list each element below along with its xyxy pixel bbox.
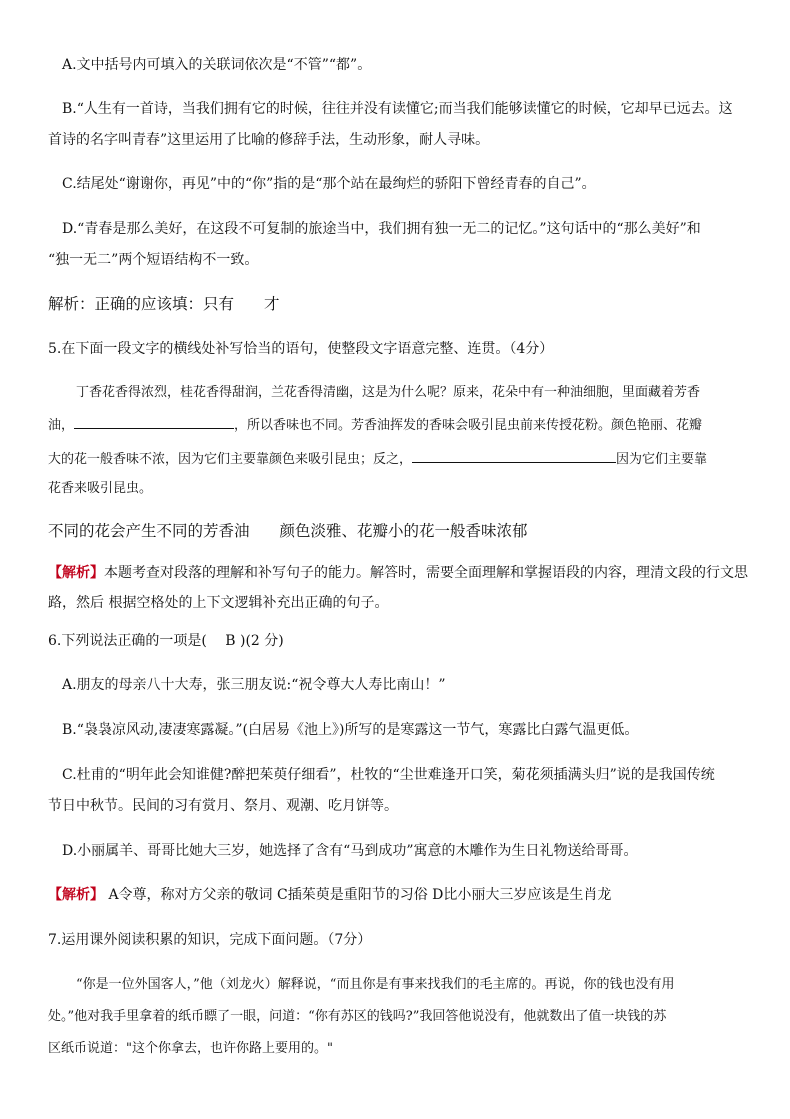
q7-passage-line2: 处。”他对我手里拿着的纸币瞟了一眼，问道：“你有苏区的钱吗?”我回答他说没有，他就数出了值一块钱的苏 <box>48 1009 667 1024</box>
analysis-q4-word2: 才 <box>264 295 280 313</box>
option-c: C.结尾处“谢谢你，再见”中的“你”指的是“那个站在最绚烂的骄阳下曾经青春的自己”。 <box>62 176 596 192</box>
question-6-title: 6.下列说法正确的一项是( B )(2 分) <box>48 633 284 649</box>
question-5-title: 5.在下面一段文字的横线处补写恰当的语句，使整段文字语意完整、连贯。（4分） <box>48 341 554 357</box>
q5-passage-line2 <box>48 414 702 436</box>
q5-p3-start: 大的花一般香味不浓，因为它们主要靠颜色来吸引昆虫；反之， <box>48 452 413 467</box>
blank-1 <box>74 414 234 429</box>
option-b-line2: 首诗的名字叫青春”这里运用了比喻的修辞手法，生动形象，耐人寻味。 <box>48 132 490 148</box>
q6-option-c-line1: C.杜甫的“明年此会知谁健?醉把茱萸仔细看”，杜牧的“尘世难逢开口笑，菊花须插满头归”说的是我国传统 <box>62 767 715 783</box>
analysis-tag: 【解析】 <box>48 887 104 903</box>
blank-2 <box>412 448 616 463</box>
q5-p3-end: 因为它们主要靠 <box>616 452 708 467</box>
analysis-q4-text: 解析：正确的应该填：只有 <box>48 295 235 313</box>
q5-analysis-text1: 本题考查对段落的理解和补写句子的能力。解答时，需要全面理解和掌握语段的内容，理清文段的行文思 <box>104 565 748 581</box>
analysis-q4 <box>48 294 280 314</box>
q5-passage-line3 <box>48 448 707 470</box>
q5-analysis-line1 <box>48 563 748 583</box>
option-d-line2: “独一无二”两个短语结构不一致。 <box>48 252 259 268</box>
q5-passage-line1: 丁香花香得浓烈，桂花香得甜润，兰花香得清幽，这是为什么呢？原来，花朵中有一种油细胞，里面藏着芳香 <box>76 385 701 400</box>
question-7-title: 7.运用课外阅读积累的知识，完成下面问题。（7分） <box>48 932 372 948</box>
option-a: A.文中括号内可填入的关联词依次是“不管”“都”。 <box>62 57 372 73</box>
q6-option-d: D.小丽属羊、哥哥比她大三岁，她选择了含有“马到成功”寓意的木雕作为生日礼物送给哥哥。 <box>62 843 638 859</box>
q5-analysis-line2: 路，然后 根据空格处的上下文逻辑补充出正确的句子。 <box>48 595 389 611</box>
analysis-tag: 【解析】 <box>48 565 104 581</box>
q6-option-c-line2: 节日中秋节。民间的习有赏月、祭月、观潮、吃月饼等。 <box>48 798 398 814</box>
q5-answer-1: 不同的花会产生不同的芳香油 <box>48 522 250 540</box>
q5-answer <box>48 521 528 541</box>
q6-option-b: B.“袅袅凉风动,凄凄寒露凝。”(白居易《池上》)所写的是寒露这一节气，寒露比白露气温更低。 <box>62 722 639 738</box>
q5-passage-line4: 花香来吸引昆虫。 <box>48 481 153 496</box>
q5-answer-2: 颜色淡雅、花瓣小的花一般香味浓郁 <box>279 522 528 540</box>
q7-passage-line1: “你是一位外国客人，”他（刘龙火）解释说，“而且你是有事来找我们的毛主席的。再说，你的钱也没有用 <box>76 977 675 992</box>
option-d-line1: D.“青春是那么美好，在这段不可复制的旅途当中，我们拥有独一无二的记忆。”这句话中的“那么美好”和 <box>62 221 701 237</box>
q6-analysis <box>48 885 611 905</box>
q5-p2-end: ，所以香味也不同。芳香油挥发的香味会吸引昆虫前来传授花粉。颜色艳丽、花瓣 <box>234 418 703 433</box>
q5-p2-start: 油， <box>48 418 75 433</box>
option-b-line1: B.“人生有一首诗，当我们拥有它的时候，往往并没有读懂它;而当我们能够读懂它的时候，它却早已远去。这 <box>62 101 733 117</box>
q7-passage-line3: 区纸币说道："这个你拿去，也许你路上要用的。" <box>48 1041 333 1056</box>
q6-option-a: A.朋友的母亲八十大寿，张三朋友说:“祝令尊大人寿比南山！” <box>62 677 446 693</box>
q6-analysis-text: A令尊，称对方父亲的敬词 C插茱萸是重阳节的习俗 D比小丽大三岁应该是生肖龙 <box>104 887 612 903</box>
